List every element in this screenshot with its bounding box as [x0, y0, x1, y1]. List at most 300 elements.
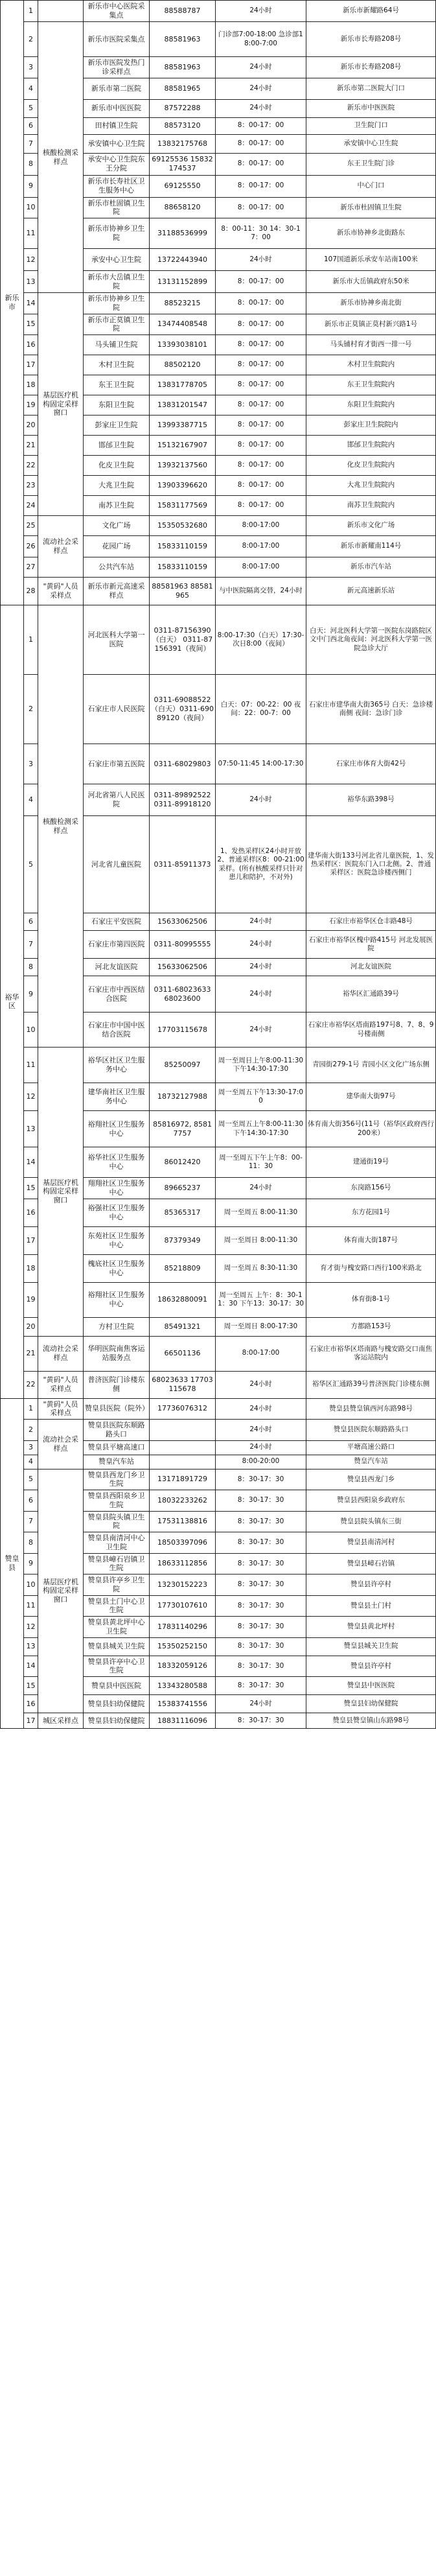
hours-cell: 8:00-17:00 [216, 1336, 306, 1371]
phone-cell: 17736076312 [150, 1398, 216, 1420]
index-cell: 4 [24, 78, 38, 99]
index-cell: 6 [24, 913, 38, 931]
sample-type-cell: 核酸检测采样点 [38, 605, 84, 1048]
index-cell: 15 [24, 1677, 38, 1695]
address-cell: 东阳卫生院院内 [306, 395, 436, 416]
address-cell: 新乐市新耀路64号 [306, 1, 436, 22]
hours-cell: 8：30-17：30 [216, 1490, 306, 1512]
site-name-cell: 裕翔社区卫生服务中心 [84, 1282, 150, 1317]
site-name-cell: 新乐市新元高速采样点 [84, 578, 150, 605]
address-cell: 石家庄市裕华区塔南路与槐安路交口南焦客运站院内 [306, 1336, 436, 1371]
phone-cell: 13932137560 [150, 456, 216, 476]
hours-cell: 与中医院隔离交替，24小时 [216, 578, 306, 605]
site-name-cell: 新乐市医院发热门诊采样点 [84, 57, 150, 78]
hours-cell: 门诊部7:00-18:00 急诊部18:00-7:00 [216, 22, 306, 57]
hours-cell: 周一至周日 8:00-17:30 [216, 1317, 306, 1336]
index-cell: 2 [24, 1420, 38, 1441]
hours-cell: 24小时 [216, 99, 306, 117]
address-cell: 赞皇县许亭村 [306, 1656, 436, 1677]
address-cell: 新乐市中医医院 [306, 99, 436, 117]
phone-cell: 31188536999 [150, 218, 216, 249]
address-cell: 赞皇县嶂石岩镇 [306, 1553, 436, 1575]
index-cell: 21 [24, 436, 38, 456]
site-name-cell: 新乐市中医医院 [84, 99, 150, 117]
phone-cell: 13171891729 [150, 1469, 216, 1490]
index-cell: 8 [24, 1532, 38, 1554]
site-name-cell: 新乐市中心医院采集点 [84, 1, 150, 22]
sample-type-cell: 基层医疗机构固定采样窗口 [38, 1048, 84, 1337]
address-cell: 石家庄市裕华区槐中路415号 河北发展医院 [306, 931, 436, 959]
index-cell: 13 [24, 271, 38, 293]
address-cell: 中心门口 [306, 175, 436, 197]
site-name-cell: 翔翔社区卫生服务中心 [84, 1178, 150, 1199]
hours-cell: 8：00-17：00 [216, 197, 306, 218]
hours-cell: 24小时 [216, 976, 306, 1013]
address-cell: 赞皇县中医医院 [306, 1677, 436, 1695]
index-cell: 5 [24, 99, 38, 117]
phone-cell: 88581965 [150, 78, 216, 99]
phone-cell: 87572288 [150, 99, 216, 117]
site-name-cell: 石家庄市第五医院 [84, 744, 150, 784]
address-cell: 方都路153号 [306, 1317, 436, 1336]
hours-cell: 24小时 [216, 249, 306, 271]
site-name-cell: 石家庄市第四医院 [84, 931, 150, 959]
phone-cell: 0311-80995555 [150, 931, 216, 959]
index-cell: 12 [24, 1083, 38, 1111]
hours-cell: 周一至周五下午13:30-17:00 [216, 1083, 306, 1111]
site-name-cell: 赞皇县西龙门乡卫生院 [84, 1469, 150, 1490]
phone-cell: 13393038101 [150, 335, 216, 355]
index-cell: 12 [24, 1617, 38, 1638]
site-name-cell: 赞皇县西阳泉乡卫生院 [84, 1490, 150, 1512]
sample-type-cell: 城区采样点 [38, 1713, 84, 1729]
address-cell: 育才街与槐安路口西行100米路北 [306, 1254, 436, 1282]
phone-cell: 85365317 [150, 1199, 216, 1226]
index-cell: 1 [24, 1, 38, 22]
index-cell: 17 [24, 1713, 38, 1729]
hours-cell: 8：00-17：00 [216, 476, 306, 496]
index-cell: 11 [24, 1595, 38, 1617]
site-name-cell: 马头铺卫生院 [84, 335, 150, 355]
site-name-cell: 石家庄市中国中医结合医院 [84, 1013, 150, 1048]
index-cell: 20 [24, 416, 38, 436]
table-row [1, 1336, 436, 1371]
address-cell: 新乐市第二医院大门口 [306, 78, 436, 99]
address-cell: 赞皇汽车站 [306, 1455, 436, 1469]
site-name-cell: 赞皇县土门中心卫生院 [84, 1595, 150, 1617]
hours-cell: 8：30-17：30 [216, 1511, 306, 1532]
index-cell: 6 [24, 117, 38, 134]
hours-cell: 周一至周五下午上午8：00-11：30 [216, 1147, 306, 1178]
address-cell: 建通街19号 [306, 1147, 436, 1178]
table-row [1, 1, 436, 22]
address-cell: 新乐市长寿路208号 [306, 22, 436, 57]
address-cell: 东岗路156号 [306, 1178, 436, 1199]
site-name-cell: 新乐市杜固镇卫生院 [84, 197, 150, 218]
phone-cell: 85491321 [150, 1317, 216, 1336]
phone-cell: 15833110159 [150, 557, 216, 578]
phone-cell: 88588787 [150, 1, 216, 22]
phone-cell: 13131152899 [150, 271, 216, 293]
index-cell: 7 [24, 1511, 38, 1532]
site-name-cell: 河北省第八人民医院 [84, 784, 150, 816]
index-cell: 25 [24, 516, 38, 536]
hours-cell: 24小时 [216, 78, 306, 99]
hours-cell: 8:00-17:00 [216, 516, 306, 536]
hours-cell: 24小时 [216, 959, 306, 976]
phone-cell: 66501136 [150, 1336, 216, 1371]
index-cell: 15 [24, 314, 38, 335]
phone-cell: 18732127988 [150, 1083, 216, 1111]
county-cell: 赞皇县 [1, 1398, 24, 1729]
site-name-cell: 彭家庄卫生院 [84, 416, 150, 436]
index-cell: 6 [24, 1490, 38, 1512]
address-cell: 赞皇县赞皇镇山东路98号 [306, 1713, 436, 1729]
phone-cell: 0311-69088522（白天）0311-69089120（夜间） [150, 675, 216, 744]
hours-cell: 1、发热采样区24小时开放 2、普通采样区8：00-21:00采样。(所有核酸采样只针对患儿和陪护，不对外) [216, 816, 306, 913]
index-cell: 26 [24, 536, 38, 557]
address-cell: 化皮卫生院院内 [306, 456, 436, 476]
hours-cell: 8：00-17：00 [216, 375, 306, 395]
address-cell: 体育南大街187号 [306, 1226, 436, 1254]
address-cell: 赞皇县西阳泉乡政府东 [306, 1490, 436, 1512]
phone-cell: 68023633 17703115678 [150, 1371, 216, 1398]
site-name-cell: 赞皇县许亭中心卫生院 [84, 1656, 150, 1677]
address-cell: 新乐市大岳镇政府东50米 [306, 271, 436, 293]
index-cell: 2 [24, 675, 38, 744]
hours-cell: 周一至周五 上午：8：30-11：30 下午13：30-17：30 [216, 1282, 306, 1317]
site-name-cell: 裕翔社区卫生服务中心 [84, 1111, 150, 1147]
hours-cell: 8：30-17：30 [216, 1532, 306, 1554]
hours-cell: 24小时 [216, 913, 306, 931]
hours-cell: 8：00-11：30 14：30-17：00 [216, 218, 306, 249]
phone-cell: 88581963 [150, 57, 216, 78]
address-cell: 新乐市新耀南114号 [306, 536, 436, 557]
address-cell: 赞皇县许亭村 [306, 1575, 436, 1596]
index-cell: 10 [24, 1013, 38, 1048]
table-body [1, 1, 436, 1729]
address-cell: 石家庄市裕华区塔南路197号8、7、8、9号楼南侧 [306, 1013, 436, 1048]
address-cell: 赞皇县城关卫生院 [306, 1637, 436, 1656]
hours-cell: 24小时 [216, 1013, 306, 1048]
phone-cell: 17531138816 [150, 1511, 216, 1532]
site-name-cell: 新乐市大岳镇卫生院 [84, 271, 150, 293]
address-cell: 建华南大街97号 [306, 1083, 436, 1111]
site-name-cell: 槐底社区卫生服务中心 [84, 1254, 150, 1282]
site-name-cell: 文化广场 [84, 516, 150, 536]
hours-cell: 周一至周五 8:00-11:30 [216, 1199, 306, 1226]
address-cell: 107国道新乐承安车站南100米 [306, 249, 436, 271]
hours-cell: 8：00-17：00 [216, 395, 306, 416]
address-cell: 体育街8-1号 [306, 1282, 436, 1317]
phone-cell: 88573120 [150, 117, 216, 134]
address-cell: 新乐市协神乡北街路东 [306, 218, 436, 249]
table-row [1, 293, 436, 314]
phone-cell: 13722443940 [150, 249, 216, 271]
index-cell: 23 [24, 476, 38, 496]
phone-cell: 0311-87156390（白天） 0311-87156391（夜间） [150, 605, 216, 675]
phone-cell: 89665237 [150, 1178, 216, 1199]
site-name-cell: 裕华社区卫生服务中心 [84, 1147, 150, 1178]
address-cell: 赞皇县赞皇镇西河东路98号 [306, 1398, 436, 1420]
index-cell: 11 [24, 218, 38, 249]
phone-cell: 17831140296 [150, 1617, 216, 1638]
index-cell: 13 [24, 1637, 38, 1656]
site-name-cell: 新乐市长寿社区卫生服务中心 [84, 175, 150, 197]
address-cell: 邯邰卫生院院内 [306, 436, 436, 456]
index-cell: 17 [24, 1226, 38, 1254]
site-name-cell: 承安中心卫生院 [84, 249, 150, 271]
address-cell: 裕华区汇通路39号普济医院门诊楼东侧 [306, 1371, 436, 1398]
index-cell: 1 [24, 605, 38, 675]
address-cell: 建华南大街133号河北省儿童医院，1、发热采样区：医院东门入口北侧。2、普通采样区：医院急诊楼西侧门 [306, 816, 436, 913]
site-name-cell: 河北医科大学第一医院 [84, 605, 150, 675]
phone-cell: 69125550 [150, 175, 216, 197]
site-name-cell: 华明医院南焦客运站服务点 [84, 1336, 150, 1371]
county-cell: 新乐市 [1, 1, 24, 605]
phone-cell: 85250097 [150, 1048, 216, 1083]
hours-cell: 8:00-17:30（白天）17:30-次日8:00（夜间） [216, 605, 306, 675]
site-name-cell: 东苑社区卫生服务中心 [84, 1226, 150, 1254]
phone-cell: 13831201547 [150, 395, 216, 416]
site-name-cell: 承安镇中心卫生院 [84, 134, 150, 153]
index-cell: 1 [24, 1398, 38, 1420]
address-cell: 新乐市杜固镇卫生院 [306, 197, 436, 218]
site-name-cell: 建华南社区卫生服务中心 [84, 1083, 150, 1111]
index-cell: 16 [24, 335, 38, 355]
address-cell: 东方花园1号 [306, 1199, 436, 1226]
site-name-cell: 大兆卫生院 [84, 476, 150, 496]
address-cell: 平塘高速公路口 [306, 1440, 436, 1455]
site-name-cell: 赞皇县院头镇卫生院 [84, 1511, 150, 1532]
address-cell: 东王卫生院门诊 [306, 153, 436, 175]
phone-cell: 85816972, 85817757 [150, 1111, 216, 1147]
sample-type-cell: "黄码"人员采样点 [38, 1371, 84, 1398]
phone-cell: 13832175768 [150, 134, 216, 153]
address-cell: 赞皇县医院东顺路路头口 [306, 1420, 436, 1441]
table-row [1, 605, 436, 675]
table-row [1, 1713, 436, 1729]
hours-cell: 8：00-17：00 [216, 335, 306, 355]
phone-cell: 15633062506 [150, 913, 216, 931]
phone-cell: 87379349 [150, 1226, 216, 1254]
index-cell: 10 [24, 1575, 38, 1596]
address-cell: 青园街279-1号 青园小区文化广场东侧 [306, 1048, 436, 1083]
hours-cell: 8：00-17：00 [216, 175, 306, 197]
sample-type-cell: 流动社会采样点 [38, 1420, 84, 1469]
phone-cell: 15831177569 [150, 496, 216, 516]
index-cell: 7 [24, 931, 38, 959]
hours-cell: 24小时 [216, 1178, 306, 1199]
sample-type-cell: 核酸检测采样点 [38, 22, 84, 293]
hours-cell: 8：00-17：00 [216, 271, 306, 293]
sample-type-cell: 流动社会采样点 [38, 516, 84, 578]
hours-cell: 8：30-17：30 [216, 1553, 306, 1575]
phone-cell: 18503397096 [150, 1532, 216, 1554]
index-cell: 18 [24, 375, 38, 395]
address-cell: 承安镇中心卫生院 [306, 134, 436, 153]
phone-cell: 13993387715 [150, 416, 216, 436]
site-name-cell: 河北友谊医院 [84, 959, 150, 976]
hours-cell: 8：30-17：30 [216, 1469, 306, 1490]
address-cell: 河北友谊医院 [306, 959, 436, 976]
hours-cell: 8:00-17:00 [216, 536, 306, 557]
site-name-cell: 赞皇县妇幼保健院 [84, 1695, 150, 1713]
address-cell: 彭家庄卫生院院内 [306, 416, 436, 436]
site-name-cell: 石家庄市人民医院 [84, 675, 150, 744]
index-cell: 19 [24, 395, 38, 416]
phone-cell: 15383741556 [150, 1695, 216, 1713]
index-cell: 22 [24, 456, 38, 476]
address-cell: 卫生院门口 [306, 117, 436, 134]
site-name-cell: 木村卫生院 [84, 355, 150, 375]
phone-cell: 17730107610 [150, 1595, 216, 1617]
index-cell: 15 [24, 1178, 38, 1199]
index-cell: 7 [24, 134, 38, 153]
site-name-cell: 新乐市协神乡卫生院 [84, 293, 150, 314]
index-cell: 14 [24, 1147, 38, 1178]
hours-cell: 8：30-17：30 [216, 1575, 306, 1596]
hours-cell: 8：00-17：00 [216, 314, 306, 335]
sample-type-cell: 流动社会采样点 [38, 1336, 84, 1371]
phone-cell: 18332059126 [150, 1656, 216, 1677]
hours-cell: 8：30-17：30 [216, 1637, 306, 1656]
hours-cell: 8：00-17：00 [216, 153, 306, 175]
site-name-cell: 河北省儿童医院 [84, 816, 150, 913]
index-cell: 20 [24, 1317, 38, 1336]
site-name-cell: 东王卫生院 [84, 375, 150, 395]
phone-cell: 88581963 [150, 22, 216, 57]
site-name-cell: 赞皇县医院（院外） [84, 1398, 150, 1420]
index-cell: 9 [24, 1553, 38, 1575]
phone-cell: 13343280588 [150, 1677, 216, 1695]
index-cell: 9 [24, 976, 38, 1013]
hours-cell: 8：00-17：00 [216, 496, 306, 516]
site-name-cell: 方村卫生院 [84, 1317, 150, 1336]
site-name-cell: 东阳卫生院 [84, 395, 150, 416]
site-name-cell: 赞皇县南清河中心卫生院 [84, 1532, 150, 1554]
index-cell: 10 [24, 197, 38, 218]
hours-cell: 白天：07：00-22：00 夜间：22：00-7：00 [216, 675, 306, 744]
index-cell: 27 [24, 557, 38, 578]
phone-cell: 69125536 15832174537 [150, 153, 216, 175]
hours-cell: 24小时 [216, 1398, 306, 1420]
phone-cell [150, 1455, 216, 1469]
sample-type-cell: "黄码"人员采样点 [38, 1398, 84, 1420]
phone-cell: 0311-89892522 0311-89918120 [150, 784, 216, 816]
sample-type-cell: 基层医疗机构固定采样窗口 [38, 1469, 84, 1713]
sample-type-cell: "黄码"人员采样点 [38, 578, 84, 605]
phone-cell: 86012420 [150, 1147, 216, 1178]
address-cell: 白天：河北医科大学第一医院东岗路院区文中门西北角夜间：河北医科大学第一医院急诊大厅 [306, 605, 436, 675]
phone-cell: 15633062506 [150, 959, 216, 976]
site-name-cell: 花园广场 [84, 536, 150, 557]
address-cell: 赞皇县院头镇东三街 [306, 1511, 436, 1532]
table-row [1, 1469, 436, 1490]
hours-cell: 8：00-17：00 [216, 293, 306, 314]
site-name-cell: 赞皇县嶂石岩镇卫生院 [84, 1553, 150, 1575]
phone-cell: 18032233262 [150, 1490, 216, 1512]
address-cell: 裕华区汇通路39号 [306, 976, 436, 1013]
index-cell: 5 [24, 816, 38, 913]
address-cell: 新乐市文化广场 [306, 516, 436, 536]
phone-cell: 18633112856 [150, 1553, 216, 1575]
phone-cell: 18632880091 [150, 1282, 216, 1317]
table-row [1, 1048, 436, 1083]
site-name-cell: 新乐市正莫镇卫生院 [84, 314, 150, 335]
hours-cell: 8：00-17：00 [216, 436, 306, 456]
address-cell: 大兆卫生院院内 [306, 476, 436, 496]
phone-cell: 15350532680 [150, 516, 216, 536]
address-cell: 赞皇县西龙门乡 [306, 1469, 436, 1490]
phone-cell: 0311-68023633 68023600 [150, 976, 216, 1013]
address-cell: 裕华东路398号 [306, 784, 436, 816]
site-name-cell: 新乐市协神乡卫生院 [84, 218, 150, 249]
index-cell: 8 [24, 153, 38, 175]
hours-cell: 8:00-20:00 [216, 1455, 306, 1469]
phone-cell: 13903396620 [150, 476, 216, 496]
index-cell: 3 [24, 57, 38, 78]
index-cell: 13 [24, 1111, 38, 1147]
site-name-cell: 化皮卫生院 [84, 456, 150, 476]
site-name-cell: 公共汽车站 [84, 557, 150, 578]
address-cell: 新乐市长寿路208号 [306, 57, 436, 78]
phone-cell: 15132167907 [150, 436, 216, 456]
phone-cell: 13474408548 [150, 314, 216, 335]
index-cell: 5 [24, 1469, 38, 1490]
index-cell: 3 [24, 744, 38, 784]
site-name-cell: 赞皇县黄北坪中心卫生院 [84, 1617, 150, 1638]
phone-cell: 17703115678 [150, 1013, 216, 1048]
hours-cell: 8：30-17：30 [216, 1713, 306, 1729]
index-cell: 22 [24, 1371, 38, 1398]
phone-cell: 85218809 [150, 1254, 216, 1282]
address-cell: 新元高速新乐站 [306, 578, 436, 605]
hours-cell: 8：00-17：00 [216, 117, 306, 134]
index-cell: 4 [24, 1455, 38, 1469]
table-row [1, 1420, 436, 1441]
index-cell: 21 [24, 1336, 38, 1371]
phone-cell: 15833110159 [150, 536, 216, 557]
hours-cell: 8：30-17：30 [216, 1617, 306, 1638]
address-cell: 赞皇县黄北坪村 [306, 1617, 436, 1638]
address-cell: 新乐市正莫镇正莫村新兴路1号 [306, 314, 436, 335]
address-cell: 新乐市协神乡南北街 [306, 293, 436, 314]
address-cell: 东王卫生院院内 [306, 375, 436, 395]
table-row [1, 22, 436, 57]
hours-cell: 24小时 [216, 1695, 306, 1713]
hours-cell: 8:00-17:00 [216, 557, 306, 578]
table-row [1, 578, 436, 605]
phone-cell: 88502120 [150, 355, 216, 375]
hours-cell: 8：30-17：30 [216, 1677, 306, 1695]
hours-cell: 07:50-11:45 14:00-17:30 [216, 744, 306, 784]
hours-cell: 24小时 [216, 1420, 306, 1441]
sample-type-cell: 基层医疗机构固定采样窗口 [38, 293, 84, 516]
hours-cell: 24小时 [216, 1, 306, 22]
address-cell: 石家庄市体育大街42号 [306, 744, 436, 784]
index-cell: 28 [24, 578, 38, 605]
hours-cell: 8：30-17：30 [216, 1656, 306, 1677]
phone-cell: 18831116096 [150, 1713, 216, 1729]
site-name-cell: 裕强社区卫生服务中心 [84, 1199, 150, 1226]
index-cell: 12 [24, 249, 38, 271]
site-name-cell: 南苏卫生院 [84, 496, 150, 516]
hours-cell: 8：00-17：00 [216, 134, 306, 153]
hours-cell: 周一至周五上午8:00-11:30 下午14:30-17:30 [216, 1111, 306, 1147]
hours-cell: 8：00-17：00 [216, 416, 306, 436]
sample-type-cell [38, 1, 84, 22]
